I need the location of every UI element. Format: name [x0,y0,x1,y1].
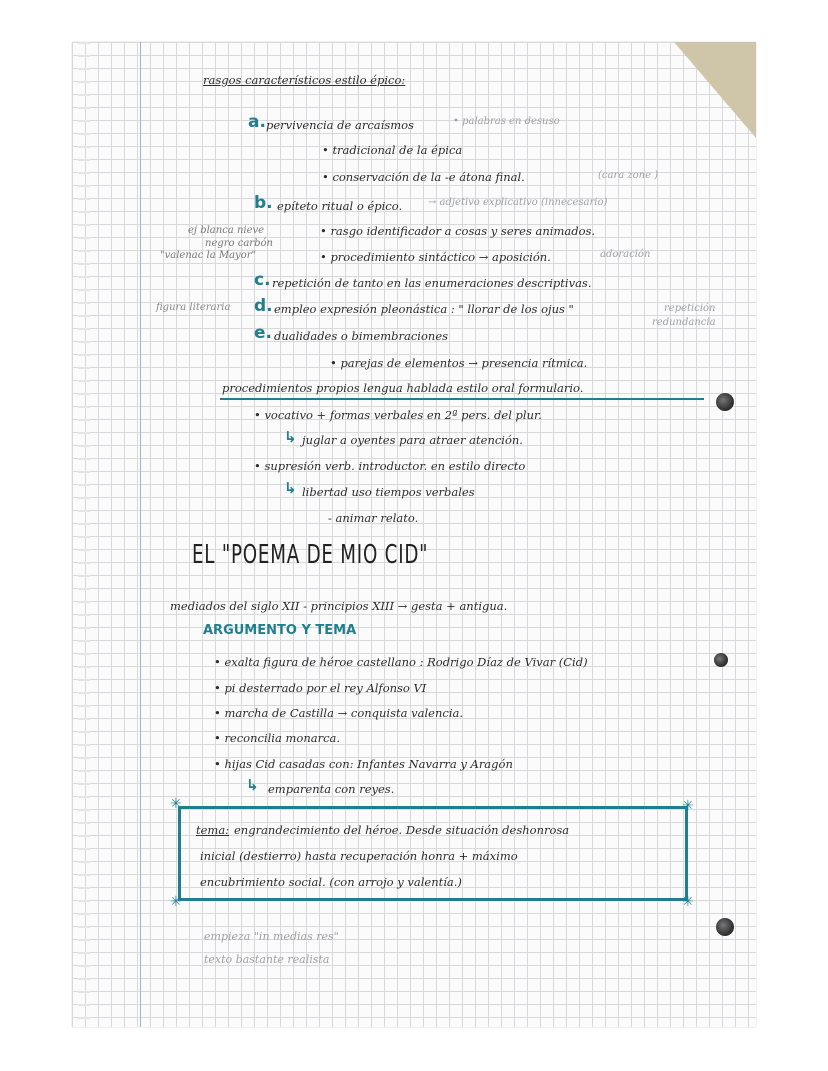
section-heading: ARGUMENTO Y TEMA [203,623,357,638]
item-letter-a: a. [248,112,266,132]
list-item: • pi desterrado por el rey Alfonso VI [214,681,427,695]
item-letter-b: b. [254,193,273,213]
item-letter-e: e. [254,323,272,343]
list-item: • hijas Cid casadas con: Infantes Navarra y Aragón [214,757,513,771]
item-a-text: pervivencia de arcaísmos [266,118,414,132]
item-d-text: empleo expresión pleonástica : " llorar de los ojus " [274,302,574,316]
star-icon: ✳ [682,798,694,814]
item-d-note2: redundancia [652,317,716,328]
item-b-text: epíteto ritual o épico. [277,199,403,213]
item-a-sub2-note: (cara zone ) [598,170,659,181]
theme-line2: inicial (destierro) hasta recuperación honra + máximo [200,849,518,863]
star-icon: ✳ [170,796,182,812]
procedures-sub2c: - animar relato. [328,511,419,525]
list-item: • reconcilia monarca. [214,731,341,745]
item-e-sub1: • parejas de elementos → presencia rítmica. [330,356,588,370]
star-icon: ✳ [170,894,182,910]
item-b-side3: "valenac la Mayor" [160,250,257,261]
item-a-sub2: • conservación de la -e átona final. [322,170,525,184]
header-title: rasgos característicos estilo épico: [203,73,406,87]
procedures-sub2: • supresión verb. introductor. en estilo directo [254,459,526,473]
item-a-note: • palabras en desuso [453,116,560,127]
item-a-sub1: • tradicional de la épica [322,143,463,157]
section-title: EL "POEMA DE MIO CID" [192,540,429,570]
theme-label: tema: [196,823,230,837]
arrow-icon: ↳ [284,428,297,446]
binder-hole [714,653,728,667]
procedures-sub2b: libertad uso tiempos verbales [302,485,475,499]
footer-note1: empieza "in medias res" [204,930,339,943]
item-d-note1: repetición [664,303,716,314]
item-letter-d: d. [254,296,273,316]
theme-line3: encubrimiento social. (con arrojo y valentía.) [200,875,462,889]
procedures-line: procedimientos propios lengua hablada estilo oral formulario. [222,381,584,395]
item-d-side: figura literaria [156,302,231,313]
item-c-text: repetición de tanto en las enumeraciones descriptivas. [272,276,592,290]
item-b-note: → adjetivo explicativo (innecesario) [428,197,608,208]
star-icon: ✳ [682,894,694,910]
procedures-sub1: • vocativo + formas verbales en 2ª pers. del plur. [254,408,542,422]
item-b-side1: ej blanca nieve [188,225,265,236]
folded-corner [674,42,756,138]
list-item: • exalta figura de héroe castellano : Rodrigo Díaz de Vivar (Cid) [214,655,588,669]
binder-hole [716,918,734,936]
margin-line [140,42,141,1027]
list-item: • marcha de Castilla → conquista valencia. [214,706,464,720]
item-b-sub1: • rasgo identificador a cosas y seres animados. [320,224,596,238]
binder-hole [716,393,734,411]
item-b-sub2-note: adoración [600,249,651,260]
item-e-text: dualidades o bimembraciones [274,329,449,343]
theme-line1: engrandecimiento del héroe. Desde situación deshonrosa [234,823,570,837]
arrow-icon: ↳ [246,776,259,794]
footer-note2: texto bastante realista [204,953,330,966]
procedures-underline [220,398,704,400]
item-letter-c: c. [254,270,271,290]
item-b-side2: negro carbón [205,238,273,249]
list-item-arrow: emparenta con reyes. [268,782,395,796]
item-b-sub2: • procedimiento sintáctico → aposición. [320,250,551,264]
page-perforation [78,42,90,1027]
dates-line: mediados del siglo XII - principios XIII → gesta + antigua. [170,599,508,613]
procedures-sub1b: juglar a oyentes para atraer atención. [302,433,523,447]
arrow-icon: ↳ [284,479,297,497]
